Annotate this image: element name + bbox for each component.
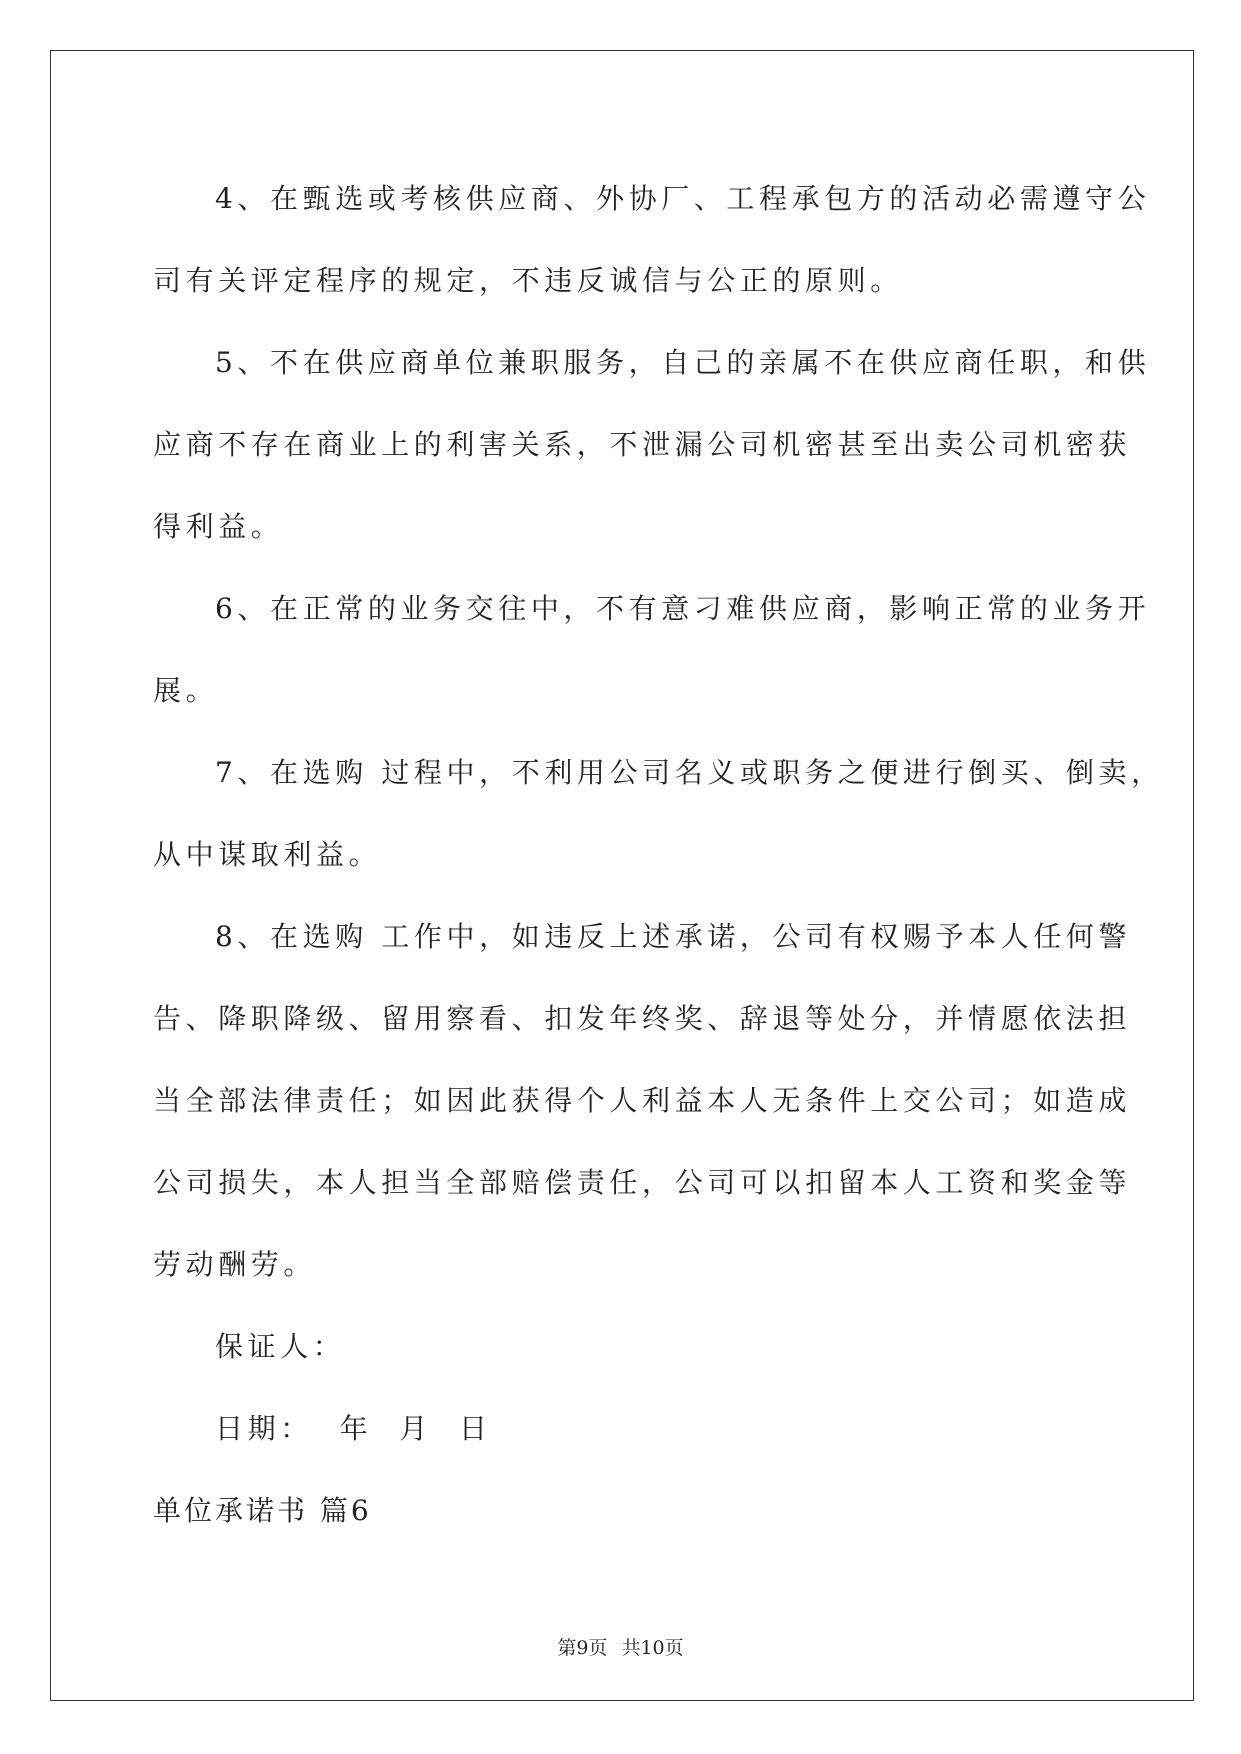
- text-line: 得利益。: [153, 510, 284, 543]
- paragraph-item-6: [153, 568, 1151, 732]
- text-line: 告、降职降级、留用察看、扣发年终奖、辞退等处分，并情愿依法担: [153, 1002, 1132, 1035]
- paragraph-item-8: [153, 896, 1132, 1306]
- text-line: 当全部法律责任；如因此获得个人利益本人无条件上交公司；如造成: [153, 1084, 1132, 1117]
- text-line: 司有关评定程序的规定，不违反诚信与公正的原则。: [153, 264, 903, 297]
- text-line: 展。: [153, 674, 219, 707]
- text-line: 5、不在供应商单位兼职服务，自己的亲属不在供应商任职，和供: [215, 346, 1151, 379]
- text-line: 6、在正常的业务交往中，不有意刁难供应商，影响正常的业务开: [215, 592, 1151, 625]
- text-line: 从中谋取利益。: [153, 838, 382, 871]
- guarantor-label: 保证人：: [215, 1330, 346, 1363]
- document-body: [153, 158, 1164, 1552]
- paragraph-item-4: [153, 158, 1151, 322]
- page-total: 共10页: [621, 1637, 684, 1659]
- text-line: 公司损失，本人担当全部赔偿责任，公司可以扣留本人工资和奖金等: [153, 1166, 1132, 1199]
- text-line: 4、在甄选或考核供应商、外协厂、工程承包方的活动必需遵守公: [215, 182, 1151, 215]
- text-line: 劳动酬劳。: [153, 1248, 317, 1281]
- date-label: 日期： 年 月 日: [215, 1412, 492, 1445]
- page-footer: [0, 1633, 1241, 1660]
- text-line: 7、在选购 过程中，不利用公司名义或职务之便进行倒买、倒卖，: [215, 756, 1164, 789]
- text-line: 8、在选购 工作中，如违反上述承诺，公司有权赐予本人任何警: [215, 920, 1132, 953]
- section-title: 单位承诺书 篇6: [153, 1494, 372, 1527]
- paragraph-item-5: [153, 322, 1151, 568]
- text-line: 应商不存在商业上的利害关系，不泄漏公司机密甚至出卖公司机密获: [153, 428, 1132, 461]
- paragraph-item-7: [153, 732, 1164, 896]
- page-number: 第9页: [557, 1637, 608, 1659]
